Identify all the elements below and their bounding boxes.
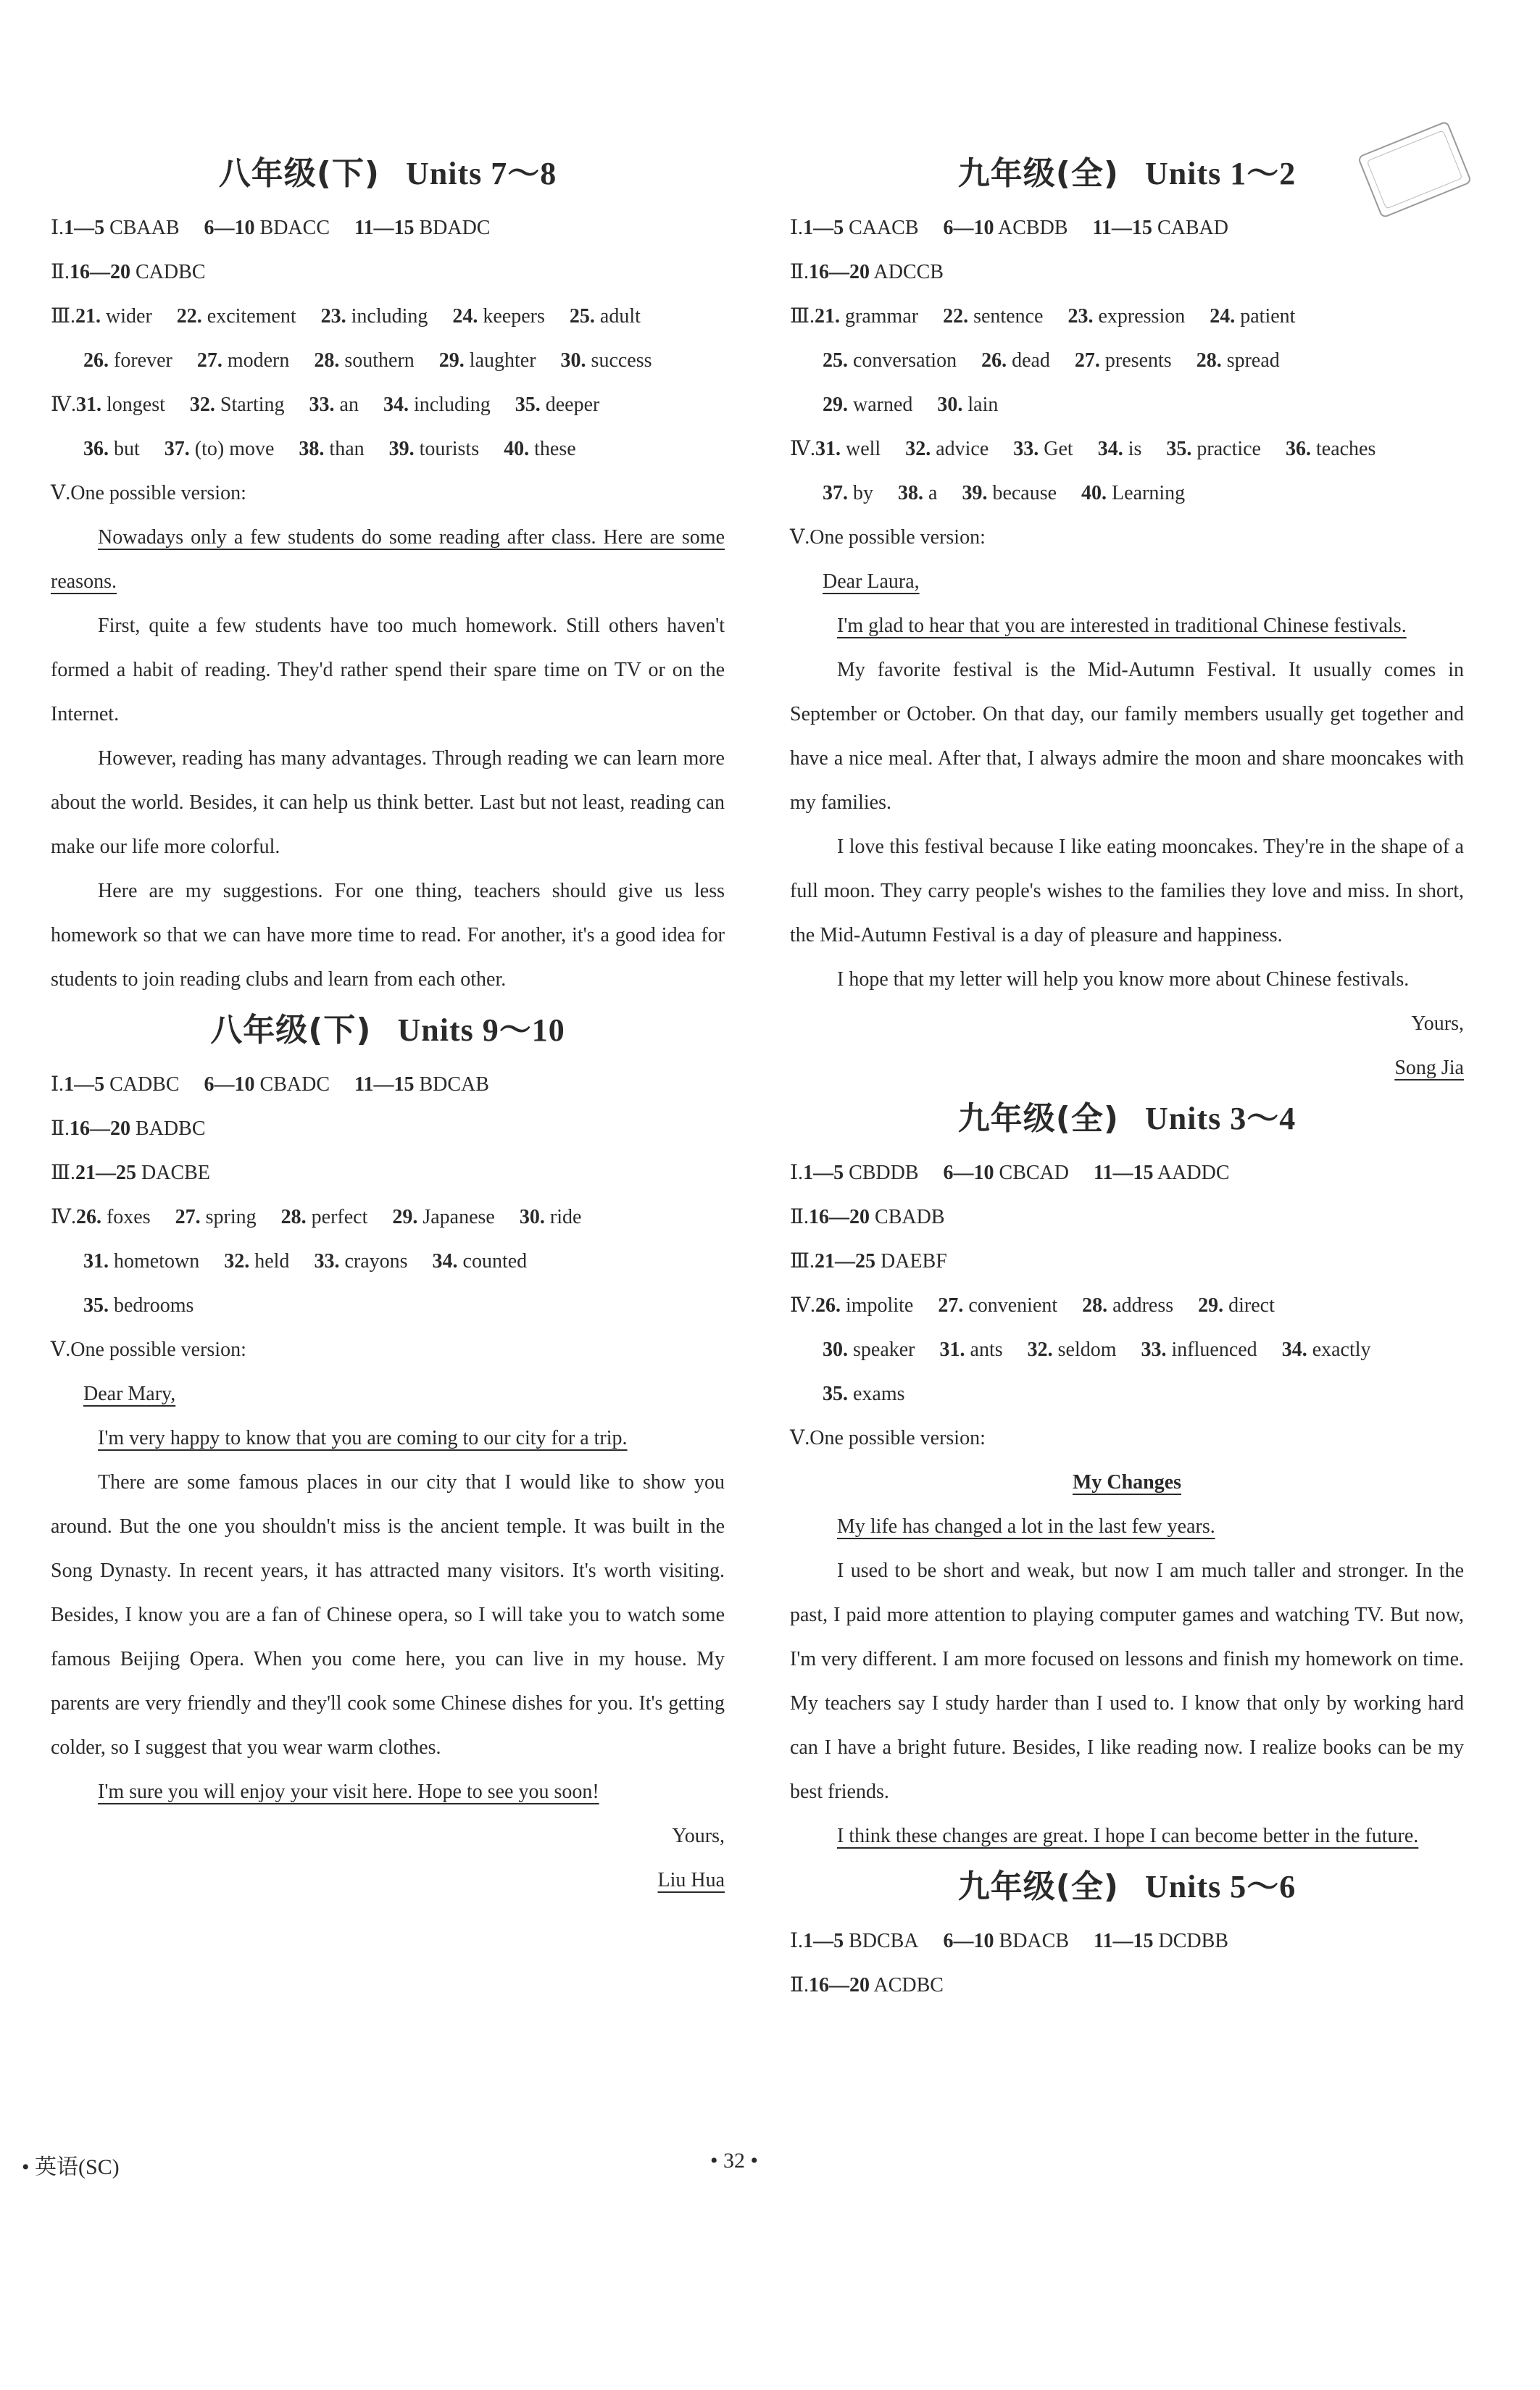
answer-line: Ⅳ.26. impolite 27. convenient 28. address 29. direct <box>790 1294 1275 1317</box>
version-label: Ⅴ.One possible version: <box>51 1338 246 1361</box>
essay-paragraph: First, quite a few students have too much homework. Still others haven't formed a habit of reading. They'd rather spend their spare time on TV or on the Internet. <box>51 615 725 725</box>
answer-line: 37. by 38. a 39. because 40. Learning <box>823 482 1186 504</box>
answer-line: Ⅰ.1—5 BDCBA 6—10 BDACB 11—15 DCDBB <box>790 1930 1228 1952</box>
essay-paragraph: There are some famous places in our city that I would like to show you around. But the one you shouldn't miss is the ancient temple. It was built in the Song Dynasty. In recent years, it has attracted many visitors. It's worth visiting. Besides, I know you are a fan of Chinese opera, so I will take you to watch some famous Beijing Opera. When you come here, you can live in my house. My parents are very friendly and they'll cook some Chinese dishes for you. It's getting colder, so I suggest that you wear warm clothes. <box>51 1471 725 1759</box>
answer-line: 30. speaker 31. ants 32. seldom 33. influenced 34. exactly <box>823 1338 1371 1361</box>
answer-line: Ⅲ.21—25 DAEBF <box>790 1250 947 1273</box>
answer-line: Ⅱ.16—20 CBADB <box>790 1206 945 1228</box>
essay-paragraph: My favorite festival is the Mid-Autumn Festival. It usually comes in September or October. On that day, our family members usually get together and have a nice meal. After that, I always admire the moon and share mooncakes with my families. <box>790 659 1464 814</box>
answer-line: Ⅰ.1—5 CBDDB 6—10 CBCAD 11—15 AADDC <box>790 1162 1230 1184</box>
letter-signature: Song Jia <box>1394 1057 1464 1079</box>
version-label: Ⅴ.One possible version: <box>790 1427 986 1449</box>
version-label: Ⅴ.One possible version: <box>51 482 246 504</box>
left-column <box>51 145 725 1902</box>
answer-line: Ⅲ.21. grammar 22. sentence 23. expression 24. patient <box>790 305 1296 328</box>
answer-line: Ⅰ.1—5 CBAAB 6—10 BDACC 11—15 BDADC <box>51 217 491 239</box>
answer-line: Ⅱ.16—20 BADBC <box>51 1117 206 1140</box>
essay-paragraph: I love this festival because I like eating mooncakes. They're in the shape of a full moon. They carry people's wishes to the families they love and miss. In short, the Mid-Autumn Festival is a day of pleasure and happiness. <box>790 836 1464 946</box>
section-heading-grade9-units3-4: 九年级(全) Units 3～4 <box>957 1100 1296 1137</box>
footer-subject: • 英语(SC) <box>22 2155 120 2179</box>
answer-line: 25. conversation 26. dead 27. presents 28. spread <box>823 349 1280 372</box>
answer-line: Ⅱ.16—20 ADCCB <box>790 261 944 283</box>
section-heading-grade8-units9-10: 八年级(下) Units 9～10 <box>210 1012 565 1049</box>
answer-line: 36. but 37. (to) move 38. than 39. tourists 40. these <box>83 438 576 460</box>
answer-line: Ⅳ.31. longest 32. Starting 33. an 34. including 35. deeper <box>51 394 600 416</box>
essay-paragraph: I'm very happy to know that you are coming to our city for a trip. <box>98 1427 628 1449</box>
answer-line: 35. exams <box>823 1383 905 1405</box>
answer-line: Ⅱ.16—20 ACDBC <box>790 1974 944 1996</box>
page-number: • 32 • <box>710 2149 759 2173</box>
letter-greeting: Dear Laura, <box>823 570 920 593</box>
essay-paragraph: My life has changed a lot in the last few years. <box>837 1515 1215 1538</box>
answer-line: Ⅲ.21—25 DACBE <box>51 1162 210 1184</box>
answer-line: Ⅰ.1—5 CADBC 6—10 CBADC 11—15 BDCAB <box>51 1073 489 1096</box>
letter-signature: Liu Hua <box>657 1869 725 1891</box>
right-column <box>790 145 1464 2007</box>
answer-line: Ⅰ.1—5 CAACB 6—10 ACBDB 11—15 CABAD <box>790 217 1228 239</box>
section-heading-grade8-units7-8: 八年级(下) Units 7～8 <box>218 155 557 192</box>
letter-greeting: Dear Mary, <box>83 1383 176 1405</box>
answer-line: Ⅳ.31. well 32. advice 33. Get 34. is 35. practice 36. teaches <box>790 438 1376 460</box>
essay-paragraph: I think these changes are great. I hope I can become better in the future. <box>837 1825 1419 1847</box>
essay-paragraph: I hope that my letter will help you know more about Chinese festivals. <box>837 968 1410 991</box>
answer-line: 35. bedrooms <box>83 1294 194 1317</box>
essay-paragraph: However, reading has many advantages. Through reading we can learn more about the world. Besides, it can help us think better. Last but not least, reading can make our life more colorful. <box>51 747 725 858</box>
essay-title: My Changes <box>1072 1471 1182 1494</box>
letter-closing: Yours, <box>672 1825 725 1847</box>
essay-paragraph: I'm glad to hear that you are interested in traditional Chinese festivals. <box>837 615 1407 637</box>
answer-line: 26. forever 27. modern 28. southern 29. laughter 30. success <box>83 349 652 372</box>
answer-line: Ⅱ.16—20 CADBC <box>51 261 206 283</box>
answer-line: 29. warned 30. lain <box>823 394 999 416</box>
answer-line: Ⅳ.26. foxes 27. spring 28. perfect 29. Japanese 30. ride <box>51 1206 582 1228</box>
essay-paragraph: I'm sure you will enjoy your visit here. Hope to see you soon! <box>98 1781 599 1803</box>
essay-paragraph: I used to be short and weak, but now I am much taller and stronger. In the past, I paid more attention to playing computer games and watching TV. But now, I'm very different. I am more focused on lessons and finish my homework on time. My teachers say I study harder than I used to. I know that only by working hard can I have a bright future. Besides, I like reading now. I realize books can be my best friends. <box>790 1560 1464 1803</box>
version-label: Ⅴ.One possible version: <box>790 526 986 549</box>
section-heading-grade9-units1-2: 九年级(全) Units 1～2 <box>957 155 1296 192</box>
letter-closing: Yours, <box>1411 1012 1464 1035</box>
answer-line: 31. hometown 32. held 33. crayons 34. counted <box>83 1250 528 1273</box>
answer-line: Ⅲ.21. wider 22. excitement 23. including 24. keepers 25. adult <box>51 305 641 328</box>
essay-paragraph: Nowadays only a few students do some reading after class. Here are some reasons. <box>51 526 725 593</box>
essay-paragraph: Here are my suggestions. For one thing, teachers should give us less homework so that we can have more time to read. For another, it's a good idea for students to join reading clubs and learn from each other. <box>51 880 725 991</box>
section-heading-grade9-units5-6: 九年级(全) Units 5～6 <box>957 1868 1296 1905</box>
